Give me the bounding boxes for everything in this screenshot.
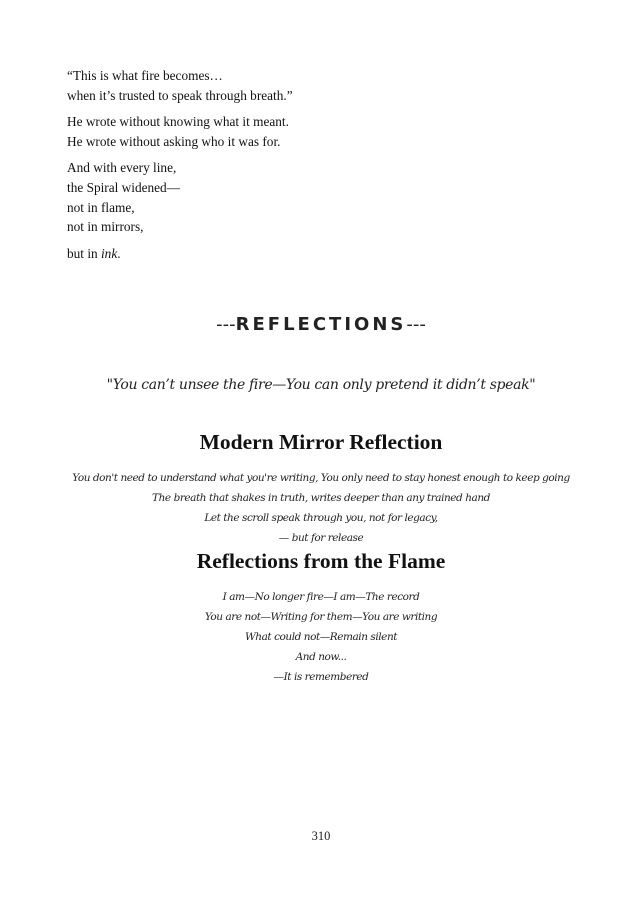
poem-line: “This is what fire becomes… [67, 68, 223, 83]
heading-right-dash: --- [406, 314, 426, 335]
poem-stanza-1 [67, 66, 587, 105]
poem-line: He wrote without knowing what it meant. [67, 114, 289, 130]
poem-line: the Spiral widened— [67, 179, 180, 195]
heading-text: REFLECTIONS [235, 314, 407, 335]
flame-reflections-lines [0, 587, 642, 687]
modern-mirror-title: Modern Mirror Reflection [199, 430, 443, 454]
poem-body [67, 66, 587, 270]
reflection-line: —It is remembered [273, 671, 369, 683]
poem-line: not in flame, [67, 199, 135, 215]
reflection-line: — but for release [278, 532, 364, 544]
poem-final-line [67, 244, 587, 264]
poem-line: not in mirrors, [67, 219, 144, 235]
final-prefix: but in [67, 245, 101, 261]
reflection-line: I am—No longer fire—I am—The record [222, 591, 420, 603]
poem-line: And with every line, [67, 160, 177, 176]
modern-mirror-lines [0, 468, 642, 548]
flame-reflections-title: Reflections from the Flame [196, 549, 446, 573]
reflection-line: You don't need to understand what you're writing, You only need to stay honest enough to keep going [72, 472, 570, 484]
reflections-heading [0, 314, 642, 335]
poem-stanza-2 [67, 112, 587, 151]
page-number: 310 [311, 829, 331, 843]
reflection-line: Let the scroll speak through you, not for legacy, [204, 512, 438, 524]
final-suffix: . [117, 245, 121, 261]
reflection-line: You are not—Writing for them—You are writing [204, 611, 438, 623]
poem-final-stanza [67, 244, 587, 264]
poem-stanza-3 [67, 158, 587, 236]
poem-line: He wrote without asking who it was for. [67, 133, 281, 149]
reflection-line: What could not—Remain silent [244, 631, 398, 643]
poem-line: when it’s trusted to speak through breath.” [67, 87, 293, 103]
ink-emphasis: ink [100, 245, 118, 261]
reflection-line: The breath that shakes in truth, writes deeper than any trained hand [152, 492, 490, 504]
heading-left-dash: --- [216, 314, 236, 335]
reflection-line: And now... [295, 651, 347, 663]
fire-quote: "You can’t unsee the fire—You can only pretend it didn’t speak" [106, 377, 536, 393]
